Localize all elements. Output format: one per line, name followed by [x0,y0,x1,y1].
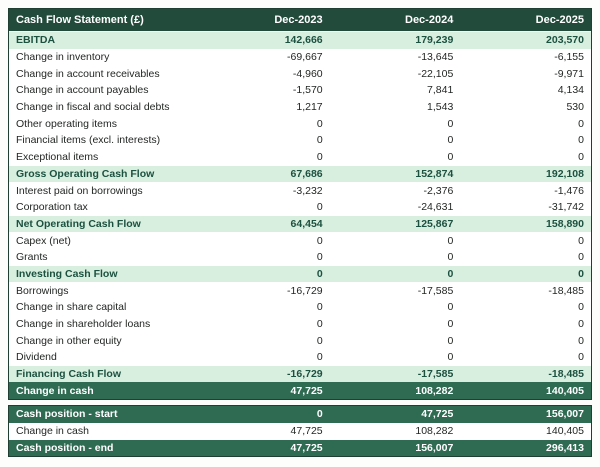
cell-value: 140,405 [546,384,584,397]
cell-value: 0 [316,251,323,264]
cell-value: 47,725 [290,441,323,454]
table-row [9,423,591,440]
cell-value: 0 [578,251,584,264]
table-row [9,349,591,366]
cell-value: 0 [447,251,454,264]
cell-value: 47,725 [290,425,323,438]
cell-value: -17,585 [417,368,454,381]
row-label: Change in other equity [16,334,122,347]
cell-value: 67,686 [290,167,323,180]
cell-value: -24,631 [417,201,454,214]
table-row [9,440,591,457]
row-label: Change in fiscal and social debts [16,101,170,114]
table-row [9,99,591,116]
table-row [9,32,591,49]
table-row [9,382,591,399]
cell-value: -31,742 [548,201,584,214]
cell-value: 0 [447,318,454,331]
table-row [9,132,591,149]
table-row [9,299,591,316]
table-row [9,282,591,299]
table-row [9,199,591,216]
cell-value: 192,108 [546,167,584,180]
row-label: Net Operating Cash Flow [16,217,141,230]
table-row [9,82,591,99]
cell-value: 0 [316,318,323,331]
cell-value: 142,666 [284,34,323,47]
table-title: Cash Flow Statement (£) [16,14,144,26]
cell-value: 108,282 [415,425,454,438]
cell-value: -6,155 [554,51,584,64]
table-row [9,149,591,166]
cell-value: 0 [447,267,454,280]
cell-value: 0 [578,234,584,247]
cell-value: 0 [447,134,454,147]
table-row [9,332,591,349]
cell-value: 0 [578,151,584,164]
column-header-dec-2024: Dec-2024 [405,14,454,26]
cash-position-table [8,405,592,457]
cell-value: 0 [578,267,584,280]
row-label: Cash position - start [16,408,118,421]
cell-value: -9,971 [554,67,584,80]
cash-flow-table-body [9,32,591,399]
cell-value: -16,729 [287,284,323,297]
cell-value: 64,454 [290,217,323,230]
cell-value: 0 [316,334,323,347]
cell-value: -16,729 [287,368,323,381]
cell-value: 125,867 [415,217,454,230]
cell-value: -1,476 [554,184,584,197]
row-label: Change in share capital [16,301,127,314]
cell-value: 156,007 [415,441,454,454]
cell-value: -17,585 [417,284,454,297]
row-label: Change in cash [16,384,94,397]
cell-value: 0 [447,117,454,130]
cell-value: 0 [447,234,454,247]
row-label: Borrowings [16,284,69,297]
cell-value: -69,667 [287,51,323,64]
cell-value: 0 [578,318,584,331]
cell-value: 203,570 [546,34,584,47]
cell-value: 0 [316,301,323,314]
row-label: Financing Cash Flow [16,368,122,381]
cell-value: -18,485 [548,284,584,297]
row-label: Capex (net) [16,234,71,247]
cell-value: -18,485 [548,368,584,381]
cell-value: 108,282 [415,384,454,397]
cell-value: 0 [578,351,584,364]
row-label: Change in inventory [16,51,110,64]
table-row [9,65,591,82]
column-header-dec-2025: Dec-2025 [535,14,584,26]
cell-value: 0 [578,334,584,347]
cell-value: 0 [578,134,584,147]
column-header-dec-2023: Dec-2023 [274,14,323,26]
cell-value: 0 [316,234,323,247]
table-row [9,249,591,266]
cell-value: 140,405 [546,425,584,438]
row-label: Dividend [16,351,57,364]
table-row [9,232,591,249]
row-label: Grants [16,251,48,264]
row-label: Change in account receivables [16,67,160,80]
cell-value: 4,134 [557,84,584,97]
cell-value: -22,105 [417,67,454,80]
row-label: Cash position - end [16,441,114,454]
table-row [9,366,591,383]
table-row [9,115,591,132]
cell-value: 0 [447,334,454,347]
row-label: Change in cash [16,425,89,438]
cell-value: 1,543 [427,101,454,114]
cash-flow-table [8,8,592,400]
cell-value: 152,874 [415,167,454,180]
cell-value: 0 [316,134,323,147]
row-label: Corporation tax [16,201,88,214]
cell-value: 0 [447,351,454,364]
table-row [9,166,591,183]
cell-value: 530 [566,101,584,114]
cell-value: -1,570 [292,84,323,97]
cell-value: 158,890 [546,217,584,230]
row-label: Other operating items [16,117,117,130]
row-label: Change in shareholder loans [16,318,151,331]
cell-value: 0 [316,267,323,280]
table-row [9,316,591,333]
cell-value: 0 [447,301,454,314]
row-label: Exceptional items [16,151,99,164]
table-row [9,182,591,199]
table-row [9,406,591,423]
row-label: Financial items (excl. interests) [16,134,161,147]
cell-value: 156,007 [546,408,584,421]
row-label: Interest paid on borrowings [16,184,143,197]
cell-value: 179,239 [415,34,454,47]
cell-value: -13,645 [417,51,454,64]
cash-position-table-body [9,406,591,456]
cell-value: 296,413 [546,441,584,454]
cell-value: 47,725 [290,384,323,397]
table-row [9,49,591,66]
cell-value: 1,217 [296,101,323,114]
cell-value: -2,376 [423,184,454,197]
cell-value: 47,725 [421,408,454,421]
row-label: EBITDA [16,34,56,47]
cell-value: 7,841 [427,84,454,97]
row-label: Investing Cash Flow [16,267,118,280]
table-header-row [9,9,591,32]
row-label: Gross Operating Cash Flow [16,167,155,180]
cell-value: 0 [316,351,323,364]
cell-value: 0 [316,408,323,421]
cell-value: 0 [578,301,584,314]
cell-value: 0 [316,201,323,214]
table-row [9,216,591,233]
cell-value: 0 [578,117,584,130]
cell-value: -3,232 [292,184,323,197]
table-row [9,266,591,283]
cell-value: -4,960 [292,67,323,80]
cell-value: 0 [316,117,323,130]
cell-value: 0 [447,151,454,164]
row-label: Change in account payables [16,84,149,97]
cell-value: 0 [316,151,323,164]
